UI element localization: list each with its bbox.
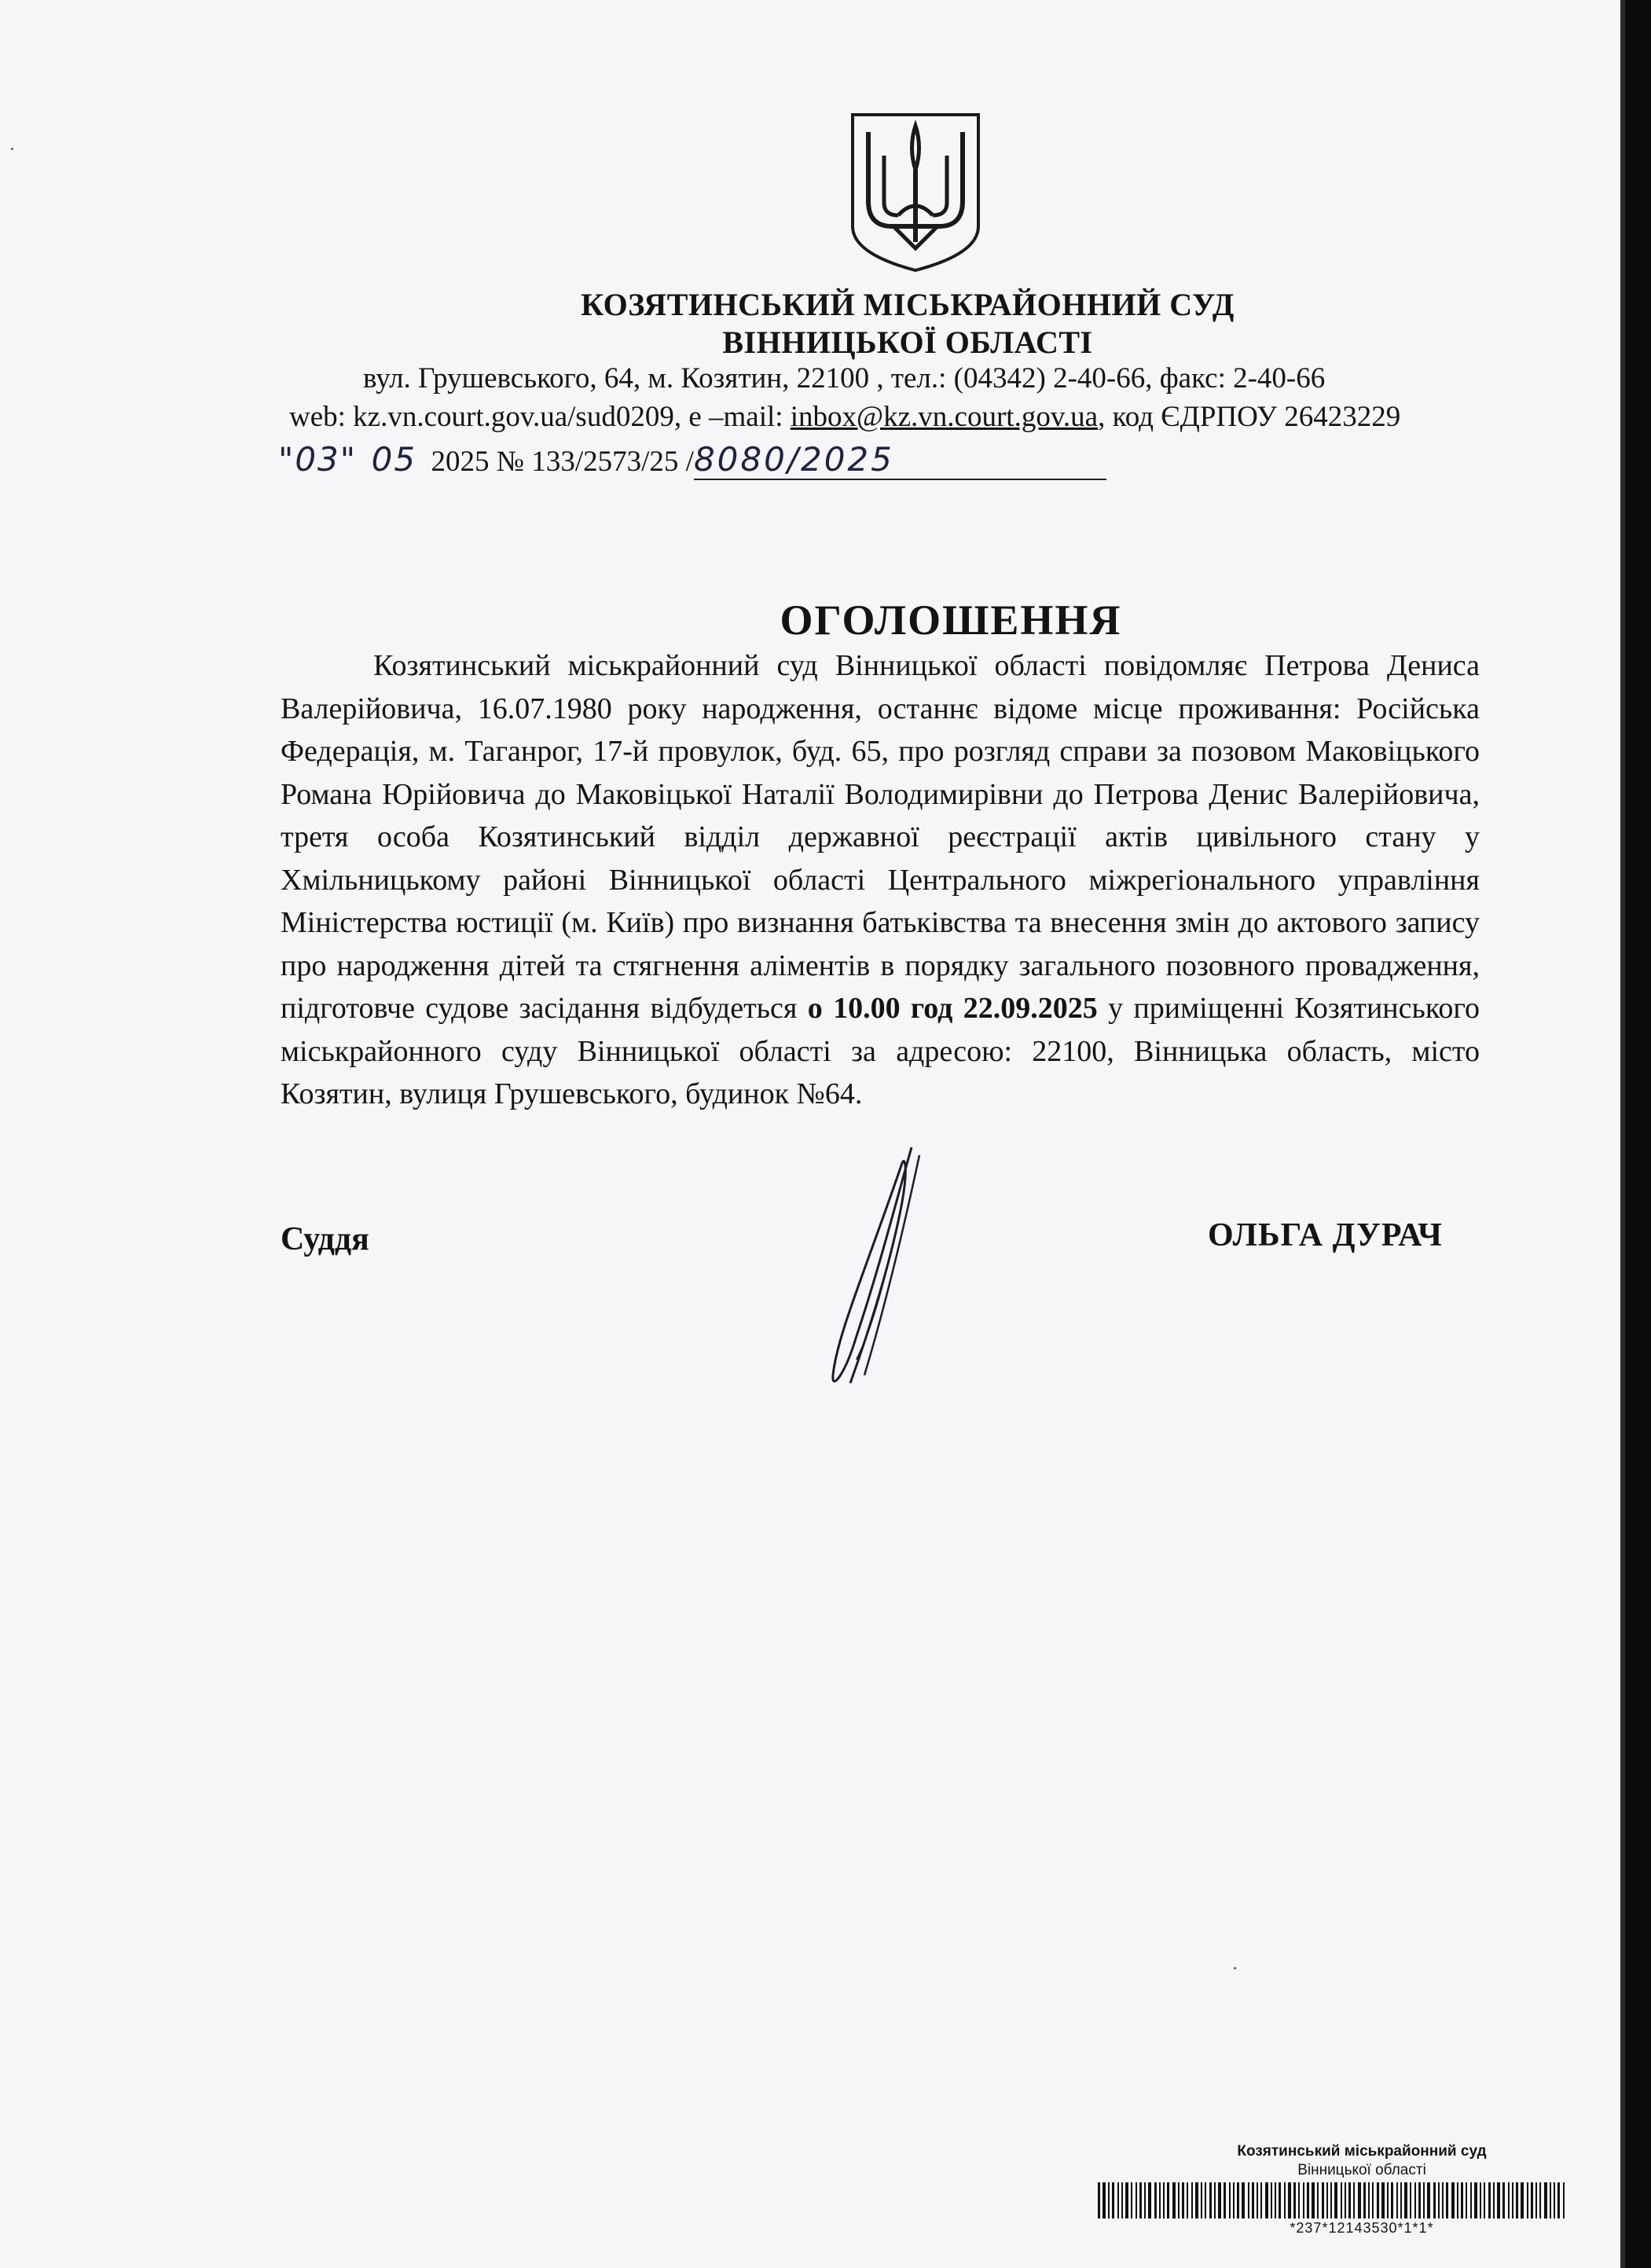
court-name-line1: КОЗЯТИНСЬКИЙ МІСЬКРАЙОННИЙ СУД [581,287,1235,322]
handwritten-signature [802,1140,943,1407]
scan-speck [11,148,13,150]
stamp-court-line1: Козятинський міськрайонний суд [1237,2143,1487,2160]
handwritten-day: "03" [278,440,358,479]
registration-line [278,440,1106,480]
hearing-time: о 10.00 год [807,992,953,1025]
judge-name: ОЛЬГА ДУРАЧ [1208,1217,1443,1253]
court-name-line2: ВІННИЦЬКОЇ ОБЛАСТІ [722,325,1093,360]
barcode-text: *237*12143530*1*1* [1290,2220,1434,2236]
court-web-email [289,400,1400,434]
stamp-court-line2: Вінницької області [1297,2162,1426,2178]
scan-speck [1234,1967,1236,1969]
hearing-date: 22.09.2025 [963,992,1098,1025]
trident-coat-of-arms-icon [845,108,986,275]
web-prefix: web: kz.vn.court.gov.ua/sud0209, е –mail: [289,401,791,433]
body-text-part1: Козятинський міськрайонний суд Вінницької області повідомляє Петрова Дениса Валерійовича, 16.07.1980 року народження, останнє відоме місце проживання: Російська Федерація, м. Таганрог, 17-й провулок, буд. 65, про розгляд справи за позовом Маковіцького Романа Юрійовича до Маковіцької Наталії Володимирівни до Петрова Денис Валерійовича, третя особа Козятинський відділ державної реєстрації актів цивільного стану у Хмільницькому районі Вінницької області Центрального міжрегіонального управління Міністерства юстиції (м. Київ) про визнання батьківства та внесення змін до актового запису про народження дітей та стягнення аліментів в порядку загального позовного провадження, підготовче судове засідання відбудеться [281,649,1480,1025]
court-address: вул. Грушевського, 64, м. Козятин, 22100 , тел.: (04342) 2-40-66, факс: 2-40-66 [363,362,1326,395]
judge-role: Суддя [281,1221,369,1257]
document-title: ОГОЛОШЕННЯ [780,596,1122,644]
barcode-icon [1096,2182,1568,2218]
registration-year: 2025 [431,446,490,478]
body-text-part2: у приміщенні Козятинського міськрайонного суду Вінницької області за адресою: 22100, Вінницька область, місто Козятин, вулиця Грушевського, будинок №64. [281,992,1480,1110]
handwritten-registration-number: 8080/2025 [694,440,1106,480]
registration-number: № 133/2573/25 / [496,446,694,478]
handwritten-month: 05 [371,440,417,479]
edrpou-code: , код ЄДРПОУ 26423229 [1098,401,1401,433]
email-link[interactable]: inbox@kz.vn.court.gov.ua [790,401,1099,433]
announcement-body [281,644,1480,1116]
